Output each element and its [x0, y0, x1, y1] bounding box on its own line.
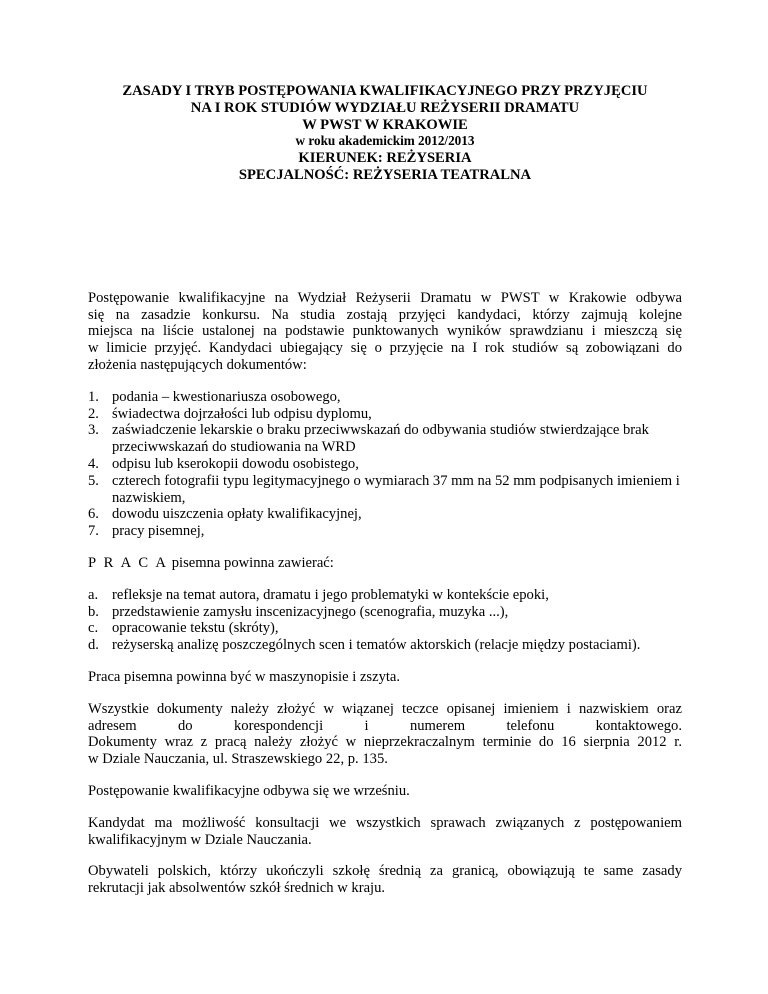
list-item: 1. podania – kwestionariusza osobowego, — [88, 388, 341, 405]
list-item: 7. pracy pisemnej, — [88, 523, 205, 540]
title-line-2: NA I ROK STUDIÓW WYDZIAŁU REŻYSERII DRAMATU — [190, 99, 580, 116]
title-academic-year: w roku akademickim 2012/2013 — [295, 133, 475, 149]
consultation-paragraph: Kandydat ma możliwość konsultacji we wszystkich sprawach związanych z postępowaniem kwalifikacyjnym w Dziale Nauczania. — [88, 814, 682, 848]
intro-paragraph: Postępowanie kwalifikacyjne na Wydział Reżyserii Dramatu w PWST w Krakowie odbywa się na zasadzie konkursu. Na studia zostają przyjęci kandydaci, którzy zajmują kolejne miejsca na liście ustalonej na podstawie punktowanych wyników sprawdzianu i mieszczą się w limicie przyjęć. Kandydaci ubiegający się o przyjęcie na I rok studiów są zobowiązani do złożenia następujących dokumentów: — [88, 289, 682, 373]
list-item: 5. czterech fotografii typu legitymacyjnego o wymiarach 37 mm na 52 mm podpisanych imieniem i nazwiskiem, — [88, 472, 680, 506]
submission-paragraph: Wszystkie dokumenty należy złożyć w wiązanej teczce opisanej imieniem i nazwiskiem oraz adresem do korespondencji i numerem telefonu kontaktowego. Dokumenty wraz z pracą należy złożyć w nieprzekraczalnym terminie do 16 sierpnia 2012 r. w Dziale Nauczania, ul. Straszewskiego 22, p. 135. — [88, 700, 682, 768]
list-item: c. opracowanie tekstu (skróty), — [88, 620, 279, 637]
list-item: a. refleksje na temat autora, dramatu i jego problematyki w kontekście epoki, — [88, 586, 549, 603]
list-item: 2. świadectwa dojrzałości lub odpisu dyplomu, — [88, 405, 372, 422]
required-documents-list — [88, 389, 682, 540]
title-line-3: W PWST W KRAKOWIE — [302, 116, 468, 133]
praca-heading: P R A C A pisemna powinna zawierać: — [88, 554, 334, 571]
list-item: 3. zaświadczenie lekarskie o braku przeciwwskazań do odbywania studiów stwierdzające brak przeciwwskazań do studiowania na WRD — [88, 422, 649, 456]
title-field-of-study: KIERUNEK: REŻYSERIA — [298, 150, 472, 167]
document-page — [88, 83, 682, 897]
list-item: 4. odpisu lub kserokopii dowodu osobistego, — [88, 455, 359, 472]
document-title — [78, 83, 692, 184]
written-work-requirements-list — [88, 587, 682, 654]
title-specialization: SPECJALNOŚĆ: REŻYSERIA TEATRALNA — [238, 166, 532, 183]
title-line-1: ZASADY I TRYB POSTĘPOWANIA KWALIFIKACYJNEGO PRZY PRZYJĘCIU — [122, 83, 648, 99]
list-item: 6. dowodu uiszczenia opłaty kwalifikacyjnej, — [88, 506, 362, 523]
typescript-paragraph: Praca pisemna powinna być w maszynopisie i zszyta. — [88, 668, 401, 685]
foreign-graduates-paragraph: Obywateli polskich, którzy ukończyli szkołę średnią za granicą, obowiązują te same zasady rekrutacji jak absolwentów szkół średnich w kraju. — [88, 863, 682, 897]
list-item: b. przedstawienie zamysłu inscenizacyjnego (scenografia, muzyka ...), — [88, 603, 509, 620]
september-paragraph: Postępowanie kwalifikacyjne odbywa się we wrześniu. — [88, 782, 410, 799]
list-item: d. reżyserską analizę poszczególnych scen i tematów aktorskich (relacje między postaciami). — [88, 637, 641, 654]
